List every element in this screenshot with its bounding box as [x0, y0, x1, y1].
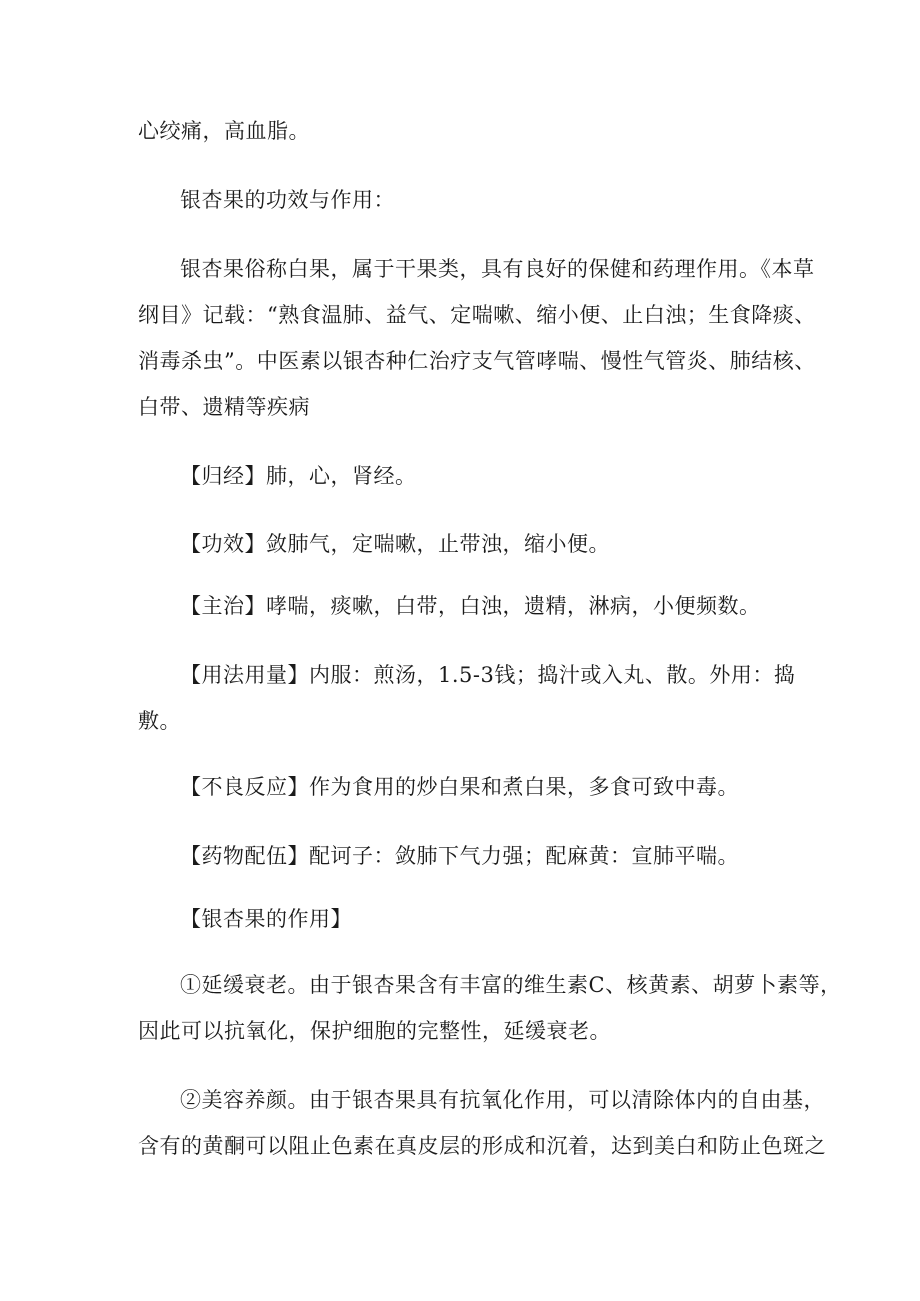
- text-line: ②美容养颜。由于银杏果具有抗氧化作用，可以清除体内的自由基，: [180, 1088, 825, 1112]
- text-line: 消毒杀虫”。中医素以银杏种仁治疗支气管哮喘、慢性气管炎、肺结核、: [138, 349, 816, 373]
- text-line: 【功效】敛肺气，定喘嗽，止带浊，缩小便。: [180, 532, 610, 556]
- section-heading: 【银杏果的作用】: [180, 907, 352, 931]
- text-line: 【药物配伍】配诃子：敛肺下气力强；配麻黄：宣肺平喘。: [180, 844, 739, 868]
- text-line: 【主治】哮喘，痰嗽，白带，白浊，遗精，淋病，小便频数。: [180, 594, 761, 618]
- text-line: 心绞痛，高血脂。: [138, 119, 310, 143]
- text-line: ①延缓衰老。由于银杏果含有丰富的维生素C、核黄素、胡萝卜素等，: [180, 973, 842, 997]
- text-line: 【归经】肺，心，肾经。: [180, 464, 417, 488]
- text-line: 敷。: [138, 709, 181, 733]
- text-line: 含有的黄酮可以阻止色素在真皮层的形成和沉着，达到美白和防止色斑之: [138, 1134, 826, 1158]
- text-line: 【用法用量】内服：煎汤，1.5-3钱；捣汁或入丸、散。外用：捣: [180, 663, 796, 687]
- text-line: 白带、遗精等疾病: [138, 395, 310, 419]
- section-heading: 银杏果的功效与作用：: [180, 188, 395, 212]
- text-line: 【不良反应】作为食用的炒白果和煮白果，多食可致中毒。: [180, 775, 739, 799]
- text-line: 纲目》记载：“熟食温肺、益气、定喘嗽、缩小便、止白浊；生食降痰、: [138, 303, 816, 327]
- text-line: 银杏果俗称白果，属于干果类，具有良好的保健和药理作用。《本草: [180, 257, 815, 281]
- text-line: 因此可以抗氧化，保护细胞的完整性，延缓衰老。: [138, 1019, 611, 1043]
